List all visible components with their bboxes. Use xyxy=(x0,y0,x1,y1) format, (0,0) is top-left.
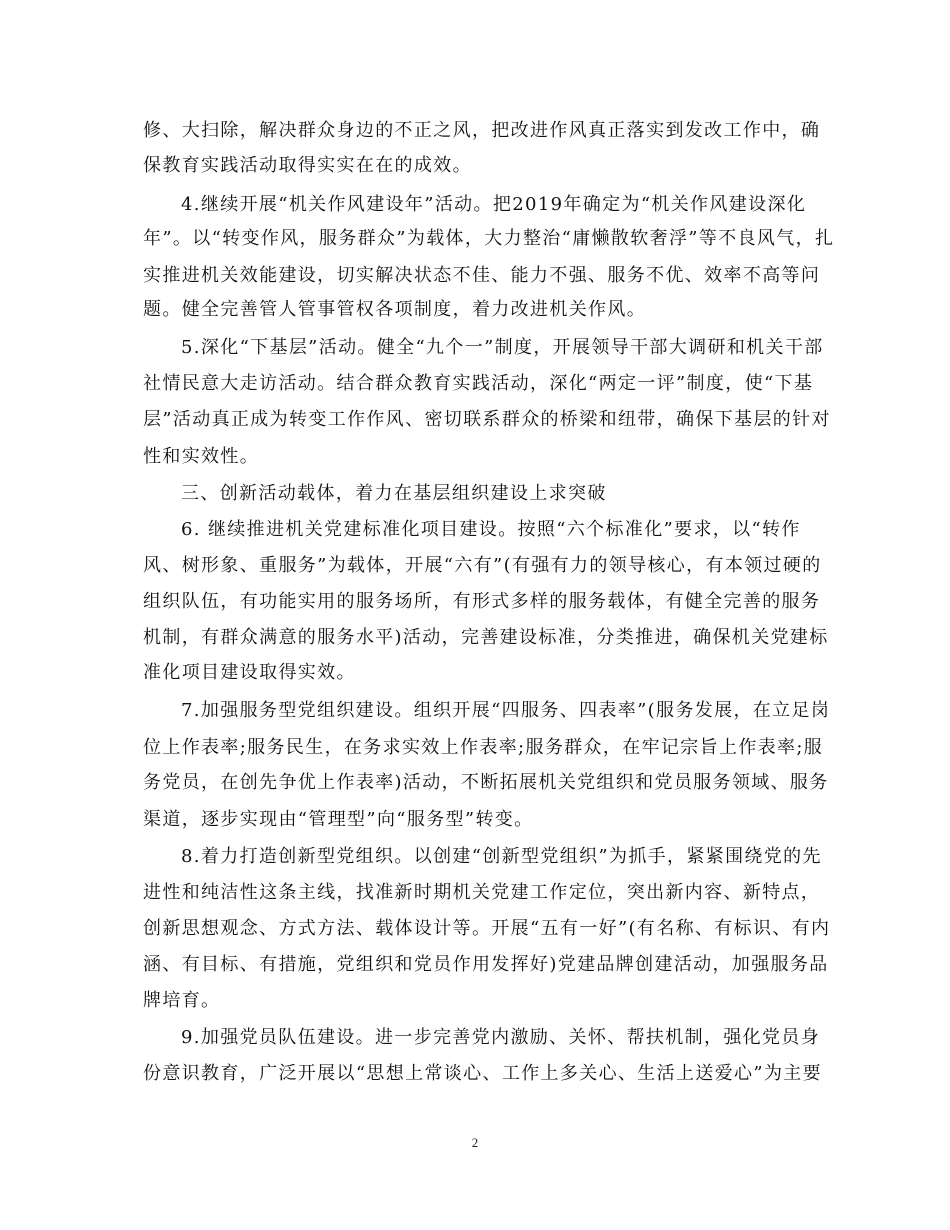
text-line: 涵、有目标、有措施，党组织和党员作用发挥好)党建品牌创建活动，加强服务品 xyxy=(143,954,829,975)
text-line: 年”。以“转变作风，服务群众”为载体，大力整治“庸懒散软奢浮”等不良风气，扎 xyxy=(143,228,835,249)
text-line: 5.深化“下基层”活动。健全“九个一”制度，开展领导干部大调研和机关干部 xyxy=(181,337,824,358)
text-line: 组织队伍，有功能实用的服务场所，有形式多样的服务载体，有健全完善的服务 xyxy=(143,591,821,612)
text-line: 位上作表率;服务民生，在务求实效上作表率;服务群众，在牢记宗旨上作表率;服 xyxy=(143,737,824,758)
text-line: 7.加强服务型党组织建设。组织开展“四服务、四表率”(服务发展，在立足岗 xyxy=(181,700,831,721)
text-line: 机制，有群众满意的服务水平)活动，完善建设标准，分类推进，确保机关党建标 xyxy=(143,627,829,648)
text-line: 修、大扫除，解决群众身边的不正之风，把改进作风真正落实到发改工作中，确 xyxy=(143,120,821,141)
text-line: 创新思想观念、方式方法、载体设计等。开展“五有一好”(有名称、有标识、有内 xyxy=(143,918,831,939)
section-heading: 三、创新活动载体，着力在基层组织建设上求突破 xyxy=(181,483,607,504)
text-line: 性和实效性。 xyxy=(143,446,260,467)
text-line: 风、树形象、重服务”为载体，开展“六有”(有强有力的领导核心，有本领过硬的 xyxy=(143,555,822,576)
page-number: 2 xyxy=(471,1135,479,1150)
text-line: 保教育实践活动取得实实在在的成效。 xyxy=(143,155,472,176)
text-line: 6. 继续推进机关党建标准化项目建设。按照“六个标准化”要求，以“转作 xyxy=(181,519,801,540)
text-line: 题。健全完善管人管事管权各项制度，着力改进机关作风。 xyxy=(143,299,647,320)
text-line: 8.着力打造创新型党组织。以创建“创新型党组织”为抓手，紧紧围绕党的先 xyxy=(181,846,822,867)
text-line: 准化项目建设取得实效。 xyxy=(143,662,356,683)
text-line: 务党员，在创先争优上作表率)活动，不断拓展机关党组织和党员服务领域、服务 xyxy=(143,772,829,793)
text-line: 渠道，逐步实现由“管理型”向“服务型”转变。 xyxy=(143,809,534,830)
text-line: 4.继续开展“机关作风建设年”活动。把2019年确定为“机关作风建设深化 xyxy=(181,194,807,215)
text-line: 9.加强党员队伍建设。进一步完善党内激励、关怀、帮扶机制，强化党员身 xyxy=(181,1027,821,1048)
text-line: 进性和纯洁性这条主线，找准新时期机关党建工作定位，突出新内容、新特点， xyxy=(143,882,821,903)
text-line: 社情民意大走访活动。结合群众教育实践活动，深化“两定一评”制度，使“下基 xyxy=(143,373,814,394)
text-line: 层”活动真正成为转变工作作风、密切联系群众的桥梁和纽带，确保下基层的针对 xyxy=(143,409,831,430)
text-line: 实推进机关效能建设，切实解决状态不佳、能力不强、服务不优、效率不高等问 xyxy=(143,265,821,286)
text-line: 份意识教育，广泛开展以“思想上常谈心、工作上多关心、生活上送爱心”为主要 xyxy=(143,1063,823,1084)
text-line: 牌培育。 xyxy=(143,990,221,1011)
